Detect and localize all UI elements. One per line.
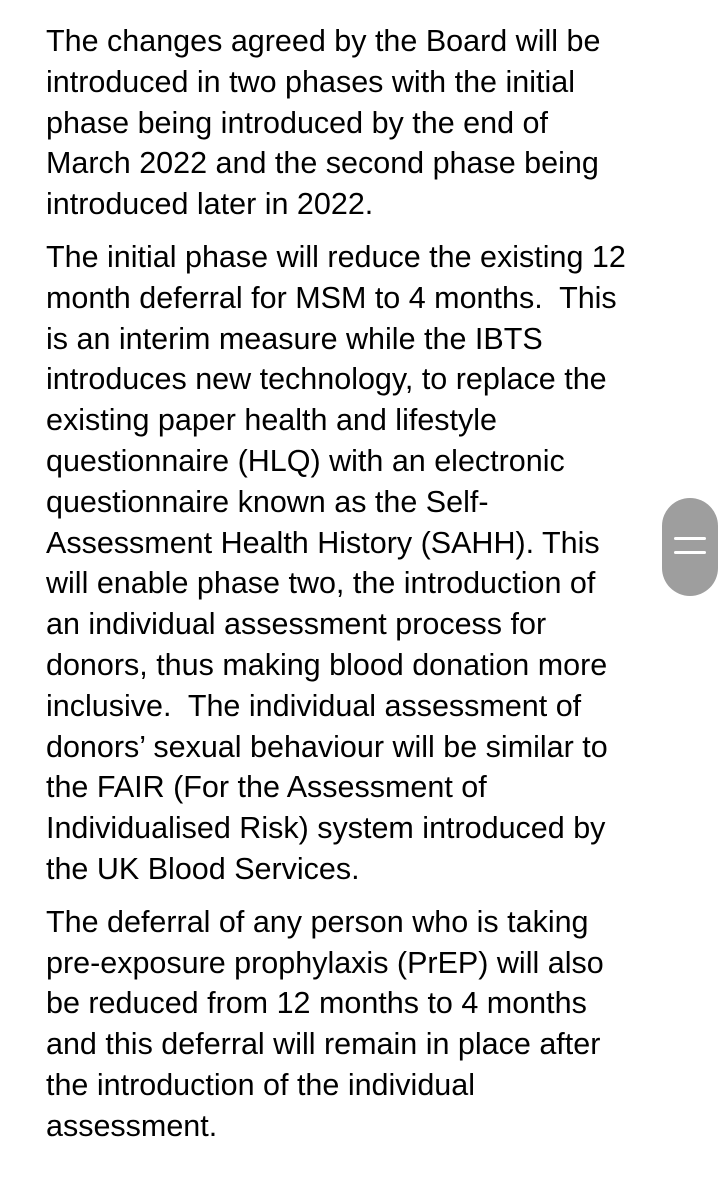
text-line: pre-exposure prophylaxis (PrEP) will also bbox=[46, 945, 604, 980]
text-line: March 2022 and the second phase being bbox=[46, 146, 599, 181]
paragraph-3 bbox=[46, 902, 686, 1147]
text-line: The initial phase will reduce the existing 12 bbox=[46, 239, 626, 274]
text-line: assessment. bbox=[46, 1108, 218, 1143]
text-line: is an interim measure while the IBTS bbox=[46, 321, 543, 356]
text-line: introduced in two phases with the initial bbox=[46, 64, 575, 99]
text-line: donors, thus making blood donation more bbox=[46, 647, 608, 682]
text-line: and this deferral will remain in place after bbox=[46, 1027, 601, 1062]
text-line: an individual assessment process for bbox=[46, 607, 547, 642]
text-line: will enable phase two, the introduction of bbox=[46, 566, 596, 601]
text-line: donors’ sexual behaviour will be similar to bbox=[46, 729, 608, 764]
text-line: month deferral for MSM to 4 months. This bbox=[46, 280, 617, 315]
text-line: questionnaire known as the Self- bbox=[46, 484, 489, 519]
scrollbar-handle[interactable] bbox=[662, 498, 718, 596]
text-line: be reduced from 12 months to 4 months bbox=[46, 986, 587, 1021]
document-body bbox=[46, 21, 686, 1147]
text-line: the UK Blood Services. bbox=[46, 851, 360, 886]
text-line: introduces new technology, to replace the bbox=[46, 362, 607, 397]
text-line: introduced later in 2022. bbox=[46, 187, 374, 222]
text-line: existing paper health and lifestyle bbox=[46, 403, 498, 438]
text-line: inclusive. The individual assessment of bbox=[46, 688, 582, 723]
text-line: Individualised Risk) system introduced by bbox=[46, 811, 606, 846]
paragraph-1 bbox=[46, 21, 686, 225]
text-line: phase being introduced by the end of bbox=[46, 105, 548, 140]
text-line: the introduction of the individual bbox=[46, 1067, 475, 1102]
text-line: The changes agreed by the Board will be bbox=[46, 24, 601, 58]
text-line: the FAIR (For the Assessment of bbox=[46, 770, 487, 805]
text-line: The deferral of any person who is taking bbox=[46, 904, 589, 939]
text-line: questionnaire (HLQ) with an electronic bbox=[46, 443, 565, 478]
text-line: Assessment Health History (SAHH). This bbox=[46, 525, 600, 560]
paragraph-2 bbox=[46, 237, 686, 890]
